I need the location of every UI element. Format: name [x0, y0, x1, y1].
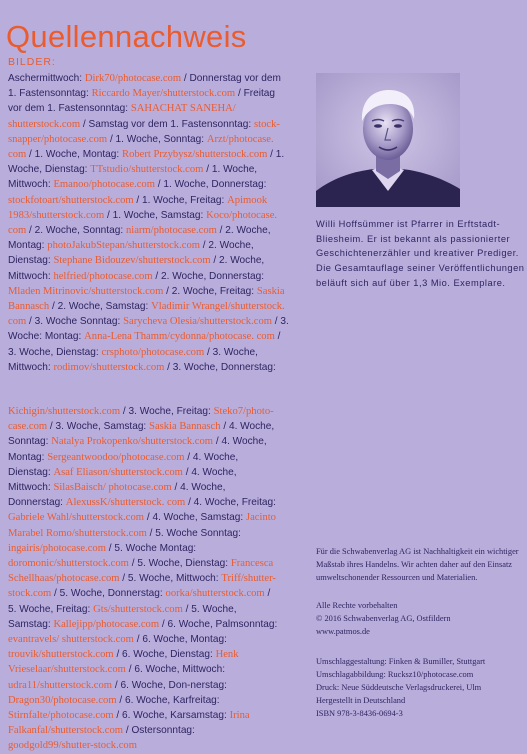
credit-label: / 5. Woche, Samstag:	[8, 603, 237, 630]
image-source: SAHACHAT SANEHA/ shutterstock.com	[8, 103, 236, 130]
credit-label: / 4. Woche, Donnerstag:	[8, 482, 226, 509]
credit-label: / 6. Woche, Karfreitag:	[116, 694, 220, 706]
credit-label: / 4. Woche, Samstag:	[144, 512, 246, 524]
imprint-line: Für die Schwabenverlag AG ist Nachhaltigkeit ein wichtiger	[316, 547, 519, 556]
imprint-line: www.patmos.de	[316, 627, 370, 636]
image-source: Natalya Prokopenko/shutterstock.com	[51, 436, 214, 448]
image-source: Apimook 1983/shutterstock.com	[8, 194, 268, 221]
credit-label: / 2. Woche, Samstag:	[49, 301, 152, 313]
image-source: rodimov/shutterstock.com	[53, 361, 165, 373]
credit-label: / 3. Woche Sonntag:	[26, 316, 124, 328]
image-source: helfried/photocase.com	[53, 270, 153, 282]
credit-label: / 4. Woche, Montag:	[8, 436, 267, 463]
credit-label: / 1. Woche, Montag:	[26, 149, 123, 161]
imprint-line: Hergestellt in Deutschland	[316, 696, 406, 705]
credit-label: / 2. Woche, Dienstag:	[8, 240, 254, 267]
credit-label: / 3. Woche, Donnerstag:	[164, 361, 276, 373]
imprint-line: © 2016 Schwabenverlag AG, Ostfildern	[316, 614, 451, 623]
credit-label: / 1. Woche, Dienstag:	[8, 149, 285, 176]
image-source: Gabriele Wahl/shutterstock.com	[8, 512, 145, 524]
picture-credits-block-2	[8, 404, 280, 754]
credit-label: / Samstag vor dem 1. Fastensonntag:	[80, 118, 255, 130]
image-source: niarm/photocase.com	[125, 225, 217, 237]
credit-label: / 6. Woche, Karsamstag:	[113, 710, 230, 722]
image-source: goodgold99/shutter-stock.com	[8, 740, 137, 752]
image-source: SilasBaisch/ photocase.com	[53, 482, 172, 494]
image-source: TTstudio/shutterstock.com	[90, 164, 204, 176]
credit-label: / 4. Woche, Dienstag:	[8, 451, 239, 478]
credit-label: Aschermittwoch:	[8, 73, 85, 84]
image-source: Kallejipp/photocase.com	[53, 618, 160, 630]
image-source: Asaf Eliason/shutterstock.com	[53, 466, 183, 478]
credit-label: / 3. Woche, Dienstag:	[8, 331, 281, 358]
credit-label: / 6. Woche, Mittwoch:	[125, 664, 226, 676]
credit-label: / 6. Woche, Palmsonntag:	[159, 618, 278, 630]
image-source: evantravels/ shutterstock.com	[8, 634, 134, 646]
image-source: AlexussK/shutterstock. com	[65, 497, 186, 509]
image-source: Jacinto Marabel Romo/shutterstock.com	[8, 512, 276, 539]
image-source: Dirk70/photocase.com	[84, 73, 182, 84]
image-source: Arzt/photocase. com	[8, 133, 274, 161]
image-source: ingairis/photocase.com	[8, 542, 106, 554]
credit-label: / Donnerstag vor dem 1. Fastensonntag:	[8, 73, 281, 100]
image-source: Stephane Bidouzev/shutterstock.com	[53, 255, 211, 267]
credit-label: / 5. Woche, Mittwoch:	[119, 573, 222, 585]
credit-label: / 2. Woche, Mittwoch:	[8, 255, 265, 282]
page-title: Quellennachweis	[6, 18, 247, 54]
author-portrait	[316, 73, 460, 207]
credit-label: / 6. Woche, Montag:	[133, 634, 227, 646]
imprint-line: Umschlaggestaltung: Finken & Bumiller, Stuttgart	[316, 657, 486, 666]
image-source: Mladen Mitrinovic/shutterstock.com	[8, 285, 164, 297]
credit-label: / Ostersonntag:	[123, 725, 195, 737]
credit-label: / Freitag vor dem 1. Fastensonntag:	[8, 88, 275, 115]
image-source: crsphoto/photocase.com	[101, 346, 205, 358]
credit-label: / 4. Woche, Mittwoch:	[8, 466, 237, 494]
image-source: Steko7/photo-case.com	[8, 406, 274, 433]
credit-label: / 1. Woche, Mittwoch:	[8, 164, 258, 191]
imprint-line: umweltschonender Ressourcen und Materialien.	[316, 573, 478, 582]
image-source: Anna-Lena Thamm/cydonna/photocase. com	[84, 331, 275, 343]
credit-label: / 1. Woche, Samstag:	[104, 209, 207, 221]
credit-label: / 2. Woche, Donnerstag:	[152, 270, 265, 282]
image-source: Gts/shutterstock.com	[93, 603, 183, 615]
credit-label: / 5. Woche, Dienstag:	[128, 558, 231, 570]
image-source: Kichigin/shutterstock.com	[8, 406, 121, 417]
image-source: Henk Vrieselaar/shutterstock.com	[8, 649, 239, 676]
picture-credits-block-1	[8, 71, 290, 375]
image-source: Sergeantwoodoo/photocase.com	[47, 451, 185, 463]
image-source: Vladimir Wrangel/shutterstock. com	[8, 301, 285, 328]
image-source: Robert Przybysz/shutterstock.com	[122, 149, 268, 161]
production-credits	[316, 655, 526, 720]
credit-label: / 3. Woche, Freitag:	[120, 406, 214, 417]
image-source: stockfotoart/shutterstock.com	[8, 194, 134, 206]
image-source: udra11/shutterstock.com	[8, 679, 113, 691]
imprint-line: Alle Rechte vorbehalten	[316, 601, 398, 610]
image-source: Riccardo Mayer/shutterstock.com	[91, 88, 236, 100]
image-source: Irina Falkanfal/shutterstock.com	[8, 710, 250, 737]
imprint-line: ISBN 978-3-8436-0694-3	[316, 709, 403, 718]
image-source: Saskia Bannasch	[149, 421, 221, 433]
credit-label: / 3. Woche, Samstag:	[47, 421, 150, 433]
image-source: Dragon30/photocase.com	[8, 694, 117, 706]
credit-label: / 3. Woche, Mittwoch:	[8, 346, 258, 373]
imprint-line: Umschlagabbildung: Rucksz10/photocase.com	[316, 670, 474, 679]
image-source: Triff/shutter-stock.com	[8, 573, 276, 600]
credit-label: / 6. Woche, Don-nerstag:	[112, 679, 227, 691]
credit-label: / 5. Woche, Freitag:	[8, 588, 271, 615]
credit-label: / 1. Woche, Sonntag:	[107, 133, 207, 145]
credit-label: / 5. Woche Sonntag:	[146, 527, 241, 539]
credit-label: / 4. Woche, Sonntag:	[8, 421, 275, 448]
section-label-bilder: BILDER:	[8, 56, 56, 68]
image-source: Saskia Bannasch	[8, 285, 285, 313]
credit-label: / 5. Woche Montag:	[105, 542, 197, 554]
image-source: oorka/shutterstock.com	[165, 588, 265, 600]
image-source: Sarycheva Olesia/shutterstock.com	[123, 316, 272, 328]
credit-label: / 3. Woche: Montag:	[8, 316, 289, 343]
image-source: Stirnfalte/photocase.com	[8, 710, 114, 722]
credit-label: / 2. Woche, Sonntag:	[26, 225, 126, 237]
sustainability-note	[316, 545, 526, 584]
credit-label: / 4. Woche, Freitag:	[185, 497, 276, 509]
credit-label: / 2. Woche, Montag:	[8, 225, 271, 252]
imprint-line: Maßstab ihres Handelns. Wir achten daher auf den Einsatz	[316, 560, 513, 569]
image-source: trouvik/shutterstock.com	[8, 649, 114, 661]
author-bio: Willi Hoffsümmer ist Pfarrer in Erftstadt-Bliesheim. Er ist bekannt als passionierter Geschichtenerzähler und kreativer Prediger. Die Gesamtauflage seiner Veröffentlichungen beläuft sich auf über 1,3 Mio. Exemplare.	[316, 219, 525, 288]
image-source: Emanoo/photocase.com	[53, 179, 155, 191]
credit-label: / 1. Woche, Freitag:	[133, 194, 228, 206]
credit-label: / 2. Woche, Freitag:	[163, 285, 257, 297]
imprint-line: Druck: Neue Süddeutsche Verlagsdruckerei, Ulm	[316, 683, 482, 692]
image-source: Koco/photocase. com	[8, 209, 278, 237]
image-source: doromonic/shutterstock.com	[8, 558, 129, 570]
image-source: photoJakubStepan/shutterstock.com	[47, 240, 200, 252]
credit-label: / 6. Woche, Dienstag:	[113, 649, 216, 661]
image-source: Francesca Schellhaas/photocase.com	[8, 558, 274, 585]
credit-label: / 1. Woche, Donnerstag:	[154, 179, 267, 191]
copyright-notice	[316, 599, 526, 638]
image-source: stock-snapper/photocase.com	[8, 118, 280, 145]
credit-label: / 5. Woche, Donnerstag:	[51, 588, 166, 600]
